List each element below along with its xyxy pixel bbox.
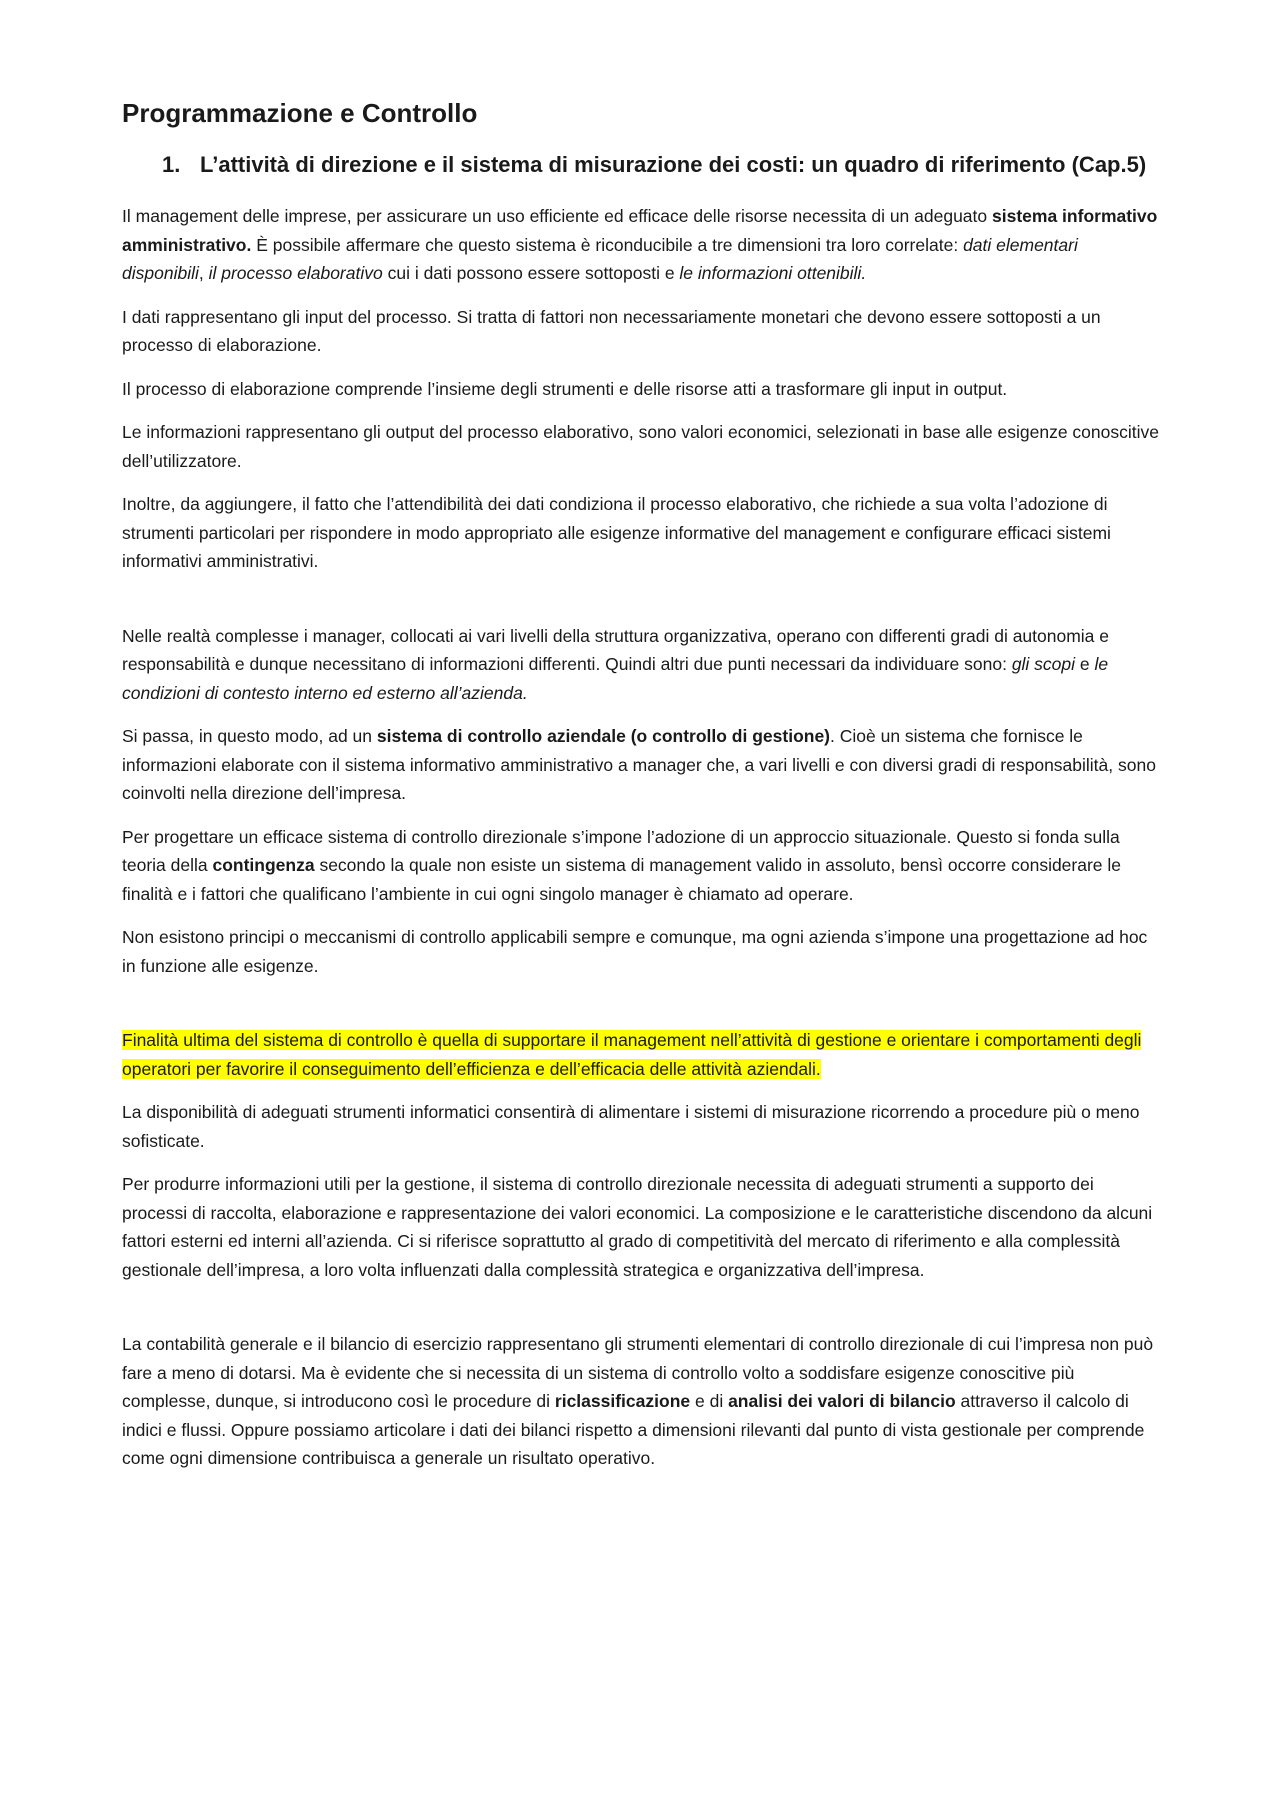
section-title: L’attività di direzione e il sistema di misurazione dei costi: un quadro di riferimento (Cap.5) xyxy=(200,152,1147,177)
bold-term: sistema di controllo aziendale (o controllo di gestione) xyxy=(376,726,831,746)
paragraph-6 xyxy=(122,622,1160,708)
italic-term: gli scopi xyxy=(1011,654,1076,674)
paragraph-2: I dati rappresentano gli input del processo. Si tratta di fattori non necessariamente monetari che devono essere sottoposti a un processo di elaborazione. xyxy=(122,306,1101,355)
paragraph-text: . Cioè un sistema che fornisce le informazioni elaborate con il sistema informativo amministrativo a manager che, a vari livelli e con diversi gradi di responsabilità, sono coinvolti nella direzione dell’impresa. xyxy=(122,726,1156,803)
paragraph-4: Le informazioni rappresentano gli output del processo elaborativo, sono valori economici, selezionati in base alle esigenze conoscitive dell’utilizzatore. xyxy=(122,422,1159,471)
paragraph-text: Nelle realtà complesse i manager, collocati ai vari livelli della struttura organizzativa, operano con differenti gradi di autonomia e responsabilità e dunque necessitano di informazioni differenti. Quindi altri due punti necessari da individuare sono: xyxy=(122,625,1110,674)
document-title: Programmazione e Controllo xyxy=(122,98,478,128)
paragraph-9: Non esistono principi o meccanismi di controllo applicabili sempre e comunque, ma ogni azienda s’impone una progettazione ad hoc in funzione alle esigenze. xyxy=(122,927,1148,976)
paragraph-text: attraverso il calcolo di indici e flussi. Oppure possiamo articolare i dati dei bilanci rispetto a dimensioni rilevanti dal punto di vista gestionale per comprende come ogni dimensione contribuisca a generale un risultato operativo. xyxy=(122,1391,1145,1468)
paragraph-text: secondo la quale non esiste un sistema di management valido in assoluto, bensì occorre considerare le finalità e i fattori che qualificano l’ambiente in cui ogni singolo manager è chiamato ad operare. xyxy=(122,855,1122,904)
paragraph-text: Si passa, in questo modo, ad un xyxy=(122,726,377,746)
paragraph-text: , xyxy=(198,263,209,283)
italic-term: il processo elaborativo xyxy=(208,263,383,283)
paragraph-text: La contabilità generale e il bilancio di esercizio rappresentano gli strumenti elementari di controllo direzionale di cui l’impresa non può fare a meno di dotarsi. Ma è evidente che si necessita di un sistema di controllo volto a soddisfare esigenze conoscitive più complesse, dunque, si introducono così le procedure di xyxy=(122,1334,1154,1411)
paragraph-13 xyxy=(122,1330,1160,1473)
paragraph-text: cui i dati possono essere sottoposti e xyxy=(382,263,680,283)
paragraph-text: e xyxy=(1075,654,1095,674)
bold-term: analisi dei valori di bilancio xyxy=(728,1391,956,1411)
paragraph-7 xyxy=(122,722,1160,808)
paragraph-text: Il management delle imprese, per assicurare un uso efficiente ed efficace delle risorse necessita di un adeguato xyxy=(122,206,993,226)
paragraph-12: Per produrre informazioni utili per la gestione, il sistema di controllo direzionale necessita di adeguati strumenti a supporto dei processi di raccolta, elaborazione e rappresentazione dei valori economici. La composizione e le caratteristiche discendono da alcuni fattori esterni ed interni all’azienda. Ci si riferisce soprattutto al grado di competitività del mercato di riferimento e alla complessità gestionale dell’impresa, a loro volta influenzati dalla complessità strategica e organizzativa dell’impresa. xyxy=(122,1174,1153,1280)
section-number: 1. xyxy=(162,152,181,177)
paragraph-text: Per progettare un efficace sistema di controllo direzionale s’impone l’adozione di un approccio situazionale. Questo si fonda sulla teoria della xyxy=(122,826,1120,875)
paragraph-8 xyxy=(122,823,1160,909)
italic-term: le informazioni ottenibili. xyxy=(679,263,867,283)
section-heading xyxy=(162,148,1160,182)
paragraph-text: e di xyxy=(690,1391,729,1411)
paragraph-10 xyxy=(122,1026,1160,1083)
paragraph-5: Inoltre, da aggiungere, il fatto che l’attendibilità dei dati condiziona il processo elaborativo, che richiede a sua volta l’adozione di strumenti particolari per rispondere in modo appropriato alle esigenze informative del management e configurare efficaci sistemi informativi amministrativi. xyxy=(122,494,1111,571)
italic-term: dati elementari disponibili xyxy=(122,234,1078,283)
bold-term: riclassificazione xyxy=(554,1391,691,1411)
paragraph-text: È possibile affermare che questo sistema è riconducibile a tre dimensioni tra loro correlate: xyxy=(251,234,964,255)
italic-term: le condizioni di contesto interno ed esterno all’azienda. xyxy=(122,654,1109,703)
paragraph-11: La disponibilità di adeguati strumenti informatici consentirà di alimentare i sistemi di misurazione ricorrendo a procedure più o meno sofisticate. xyxy=(122,1102,1140,1151)
highlighted-text: Finalità ultima del sistema di controllo è quella di supportare il management nell’attività di gestione e orientare i comportamenti degli operatori per favorire il conseguimento dell’efficienza e dell’efficacia delle attività aziendali. xyxy=(122,1030,1142,1079)
bold-term: sistema informativo amministrativo. xyxy=(122,206,1158,255)
paragraph-3: Il processo di elaborazione comprende l’insieme degli strumenti e delle risorse atti a trasformare gli input in output. xyxy=(122,378,1008,399)
paragraph-1 xyxy=(122,202,1160,288)
bold-term: contingenza xyxy=(212,855,315,875)
